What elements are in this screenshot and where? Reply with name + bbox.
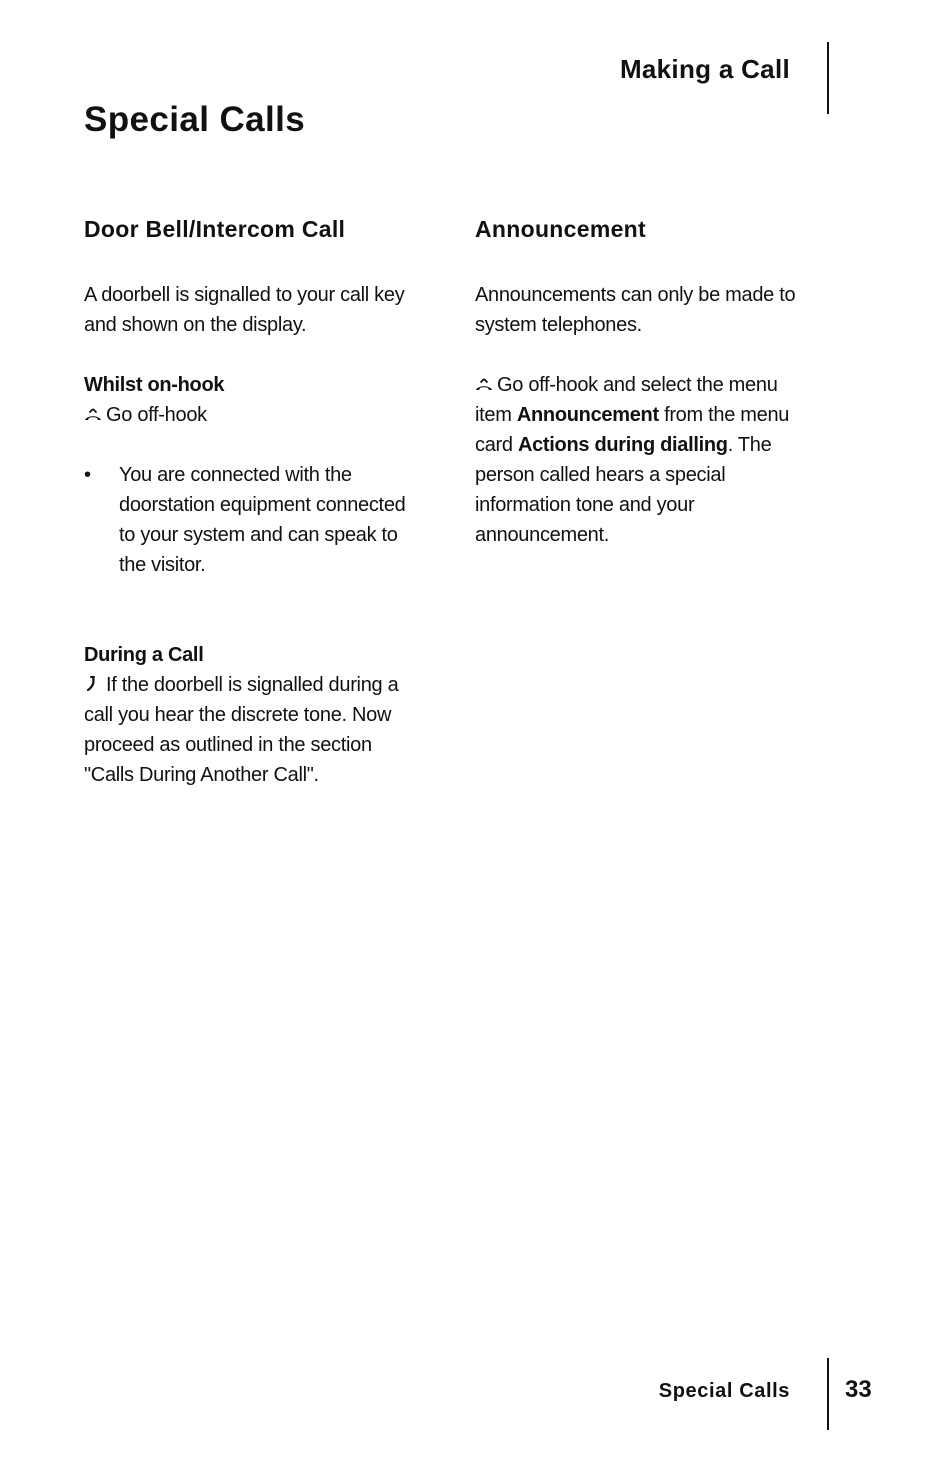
bullet-text: You are connected with the doorstation equipment connected to your system and can speak to the visitor.: [119, 464, 406, 576]
announcement-intro: Announcements can only be made to system telephones.: [475, 284, 796, 336]
on-hook-instruction: [84, 400, 414, 430]
instruction-part-1: Go off-hook and select the menu item: [475, 374, 778, 426]
instruction-part-2: from the menu card: [475, 404, 790, 456]
header-divider: [827, 42, 829, 114]
section-heading-doorbell: Door Bell/Intercom Call: [84, 216, 346, 242]
footer-divider: [827, 1358, 829, 1430]
on-hook-instruction-text: Go off-hook: [106, 404, 207, 426]
menu-card-actions-during-dialling: Actions during dialling: [517, 434, 728, 456]
handset-lift-icon: [84, 401, 102, 415]
menu-item-announcement: Announcement: [516, 404, 659, 426]
during-call-text: [84, 670, 414, 790]
running-header: Making a Call: [619, 54, 790, 84]
bullet-symbol: •: [84, 464, 91, 486]
left-column: [84, 212, 414, 790]
page-title: Special Calls: [84, 100, 306, 139]
subheading-during-call: During a Call: [84, 644, 204, 666]
announcement-instruction: [475, 370, 805, 550]
section-heading-announcement: Announcement: [475, 216, 646, 242]
page-number: 33: [845, 1376, 872, 1403]
instruction-part-3: . The person called hears a special information tone and your announcement.: [475, 434, 772, 546]
subheading-on-hook: Whilst on-hook: [84, 374, 225, 396]
right-column: [475, 212, 805, 550]
running-footer: Special Calls: [658, 1380, 790, 1402]
note-icon: [84, 672, 100, 690]
list-item: [84, 460, 414, 580]
during-call-paragraph: If the doorbell is signalled during a call you hear the discrete tone. Now proceed as outlined in the section "Calls During Another Call".: [84, 674, 399, 786]
handset-lift-icon: [475, 371, 493, 385]
doorbell-intro: A doorbell is signalled to your call key and shown on the display.: [84, 284, 405, 336]
